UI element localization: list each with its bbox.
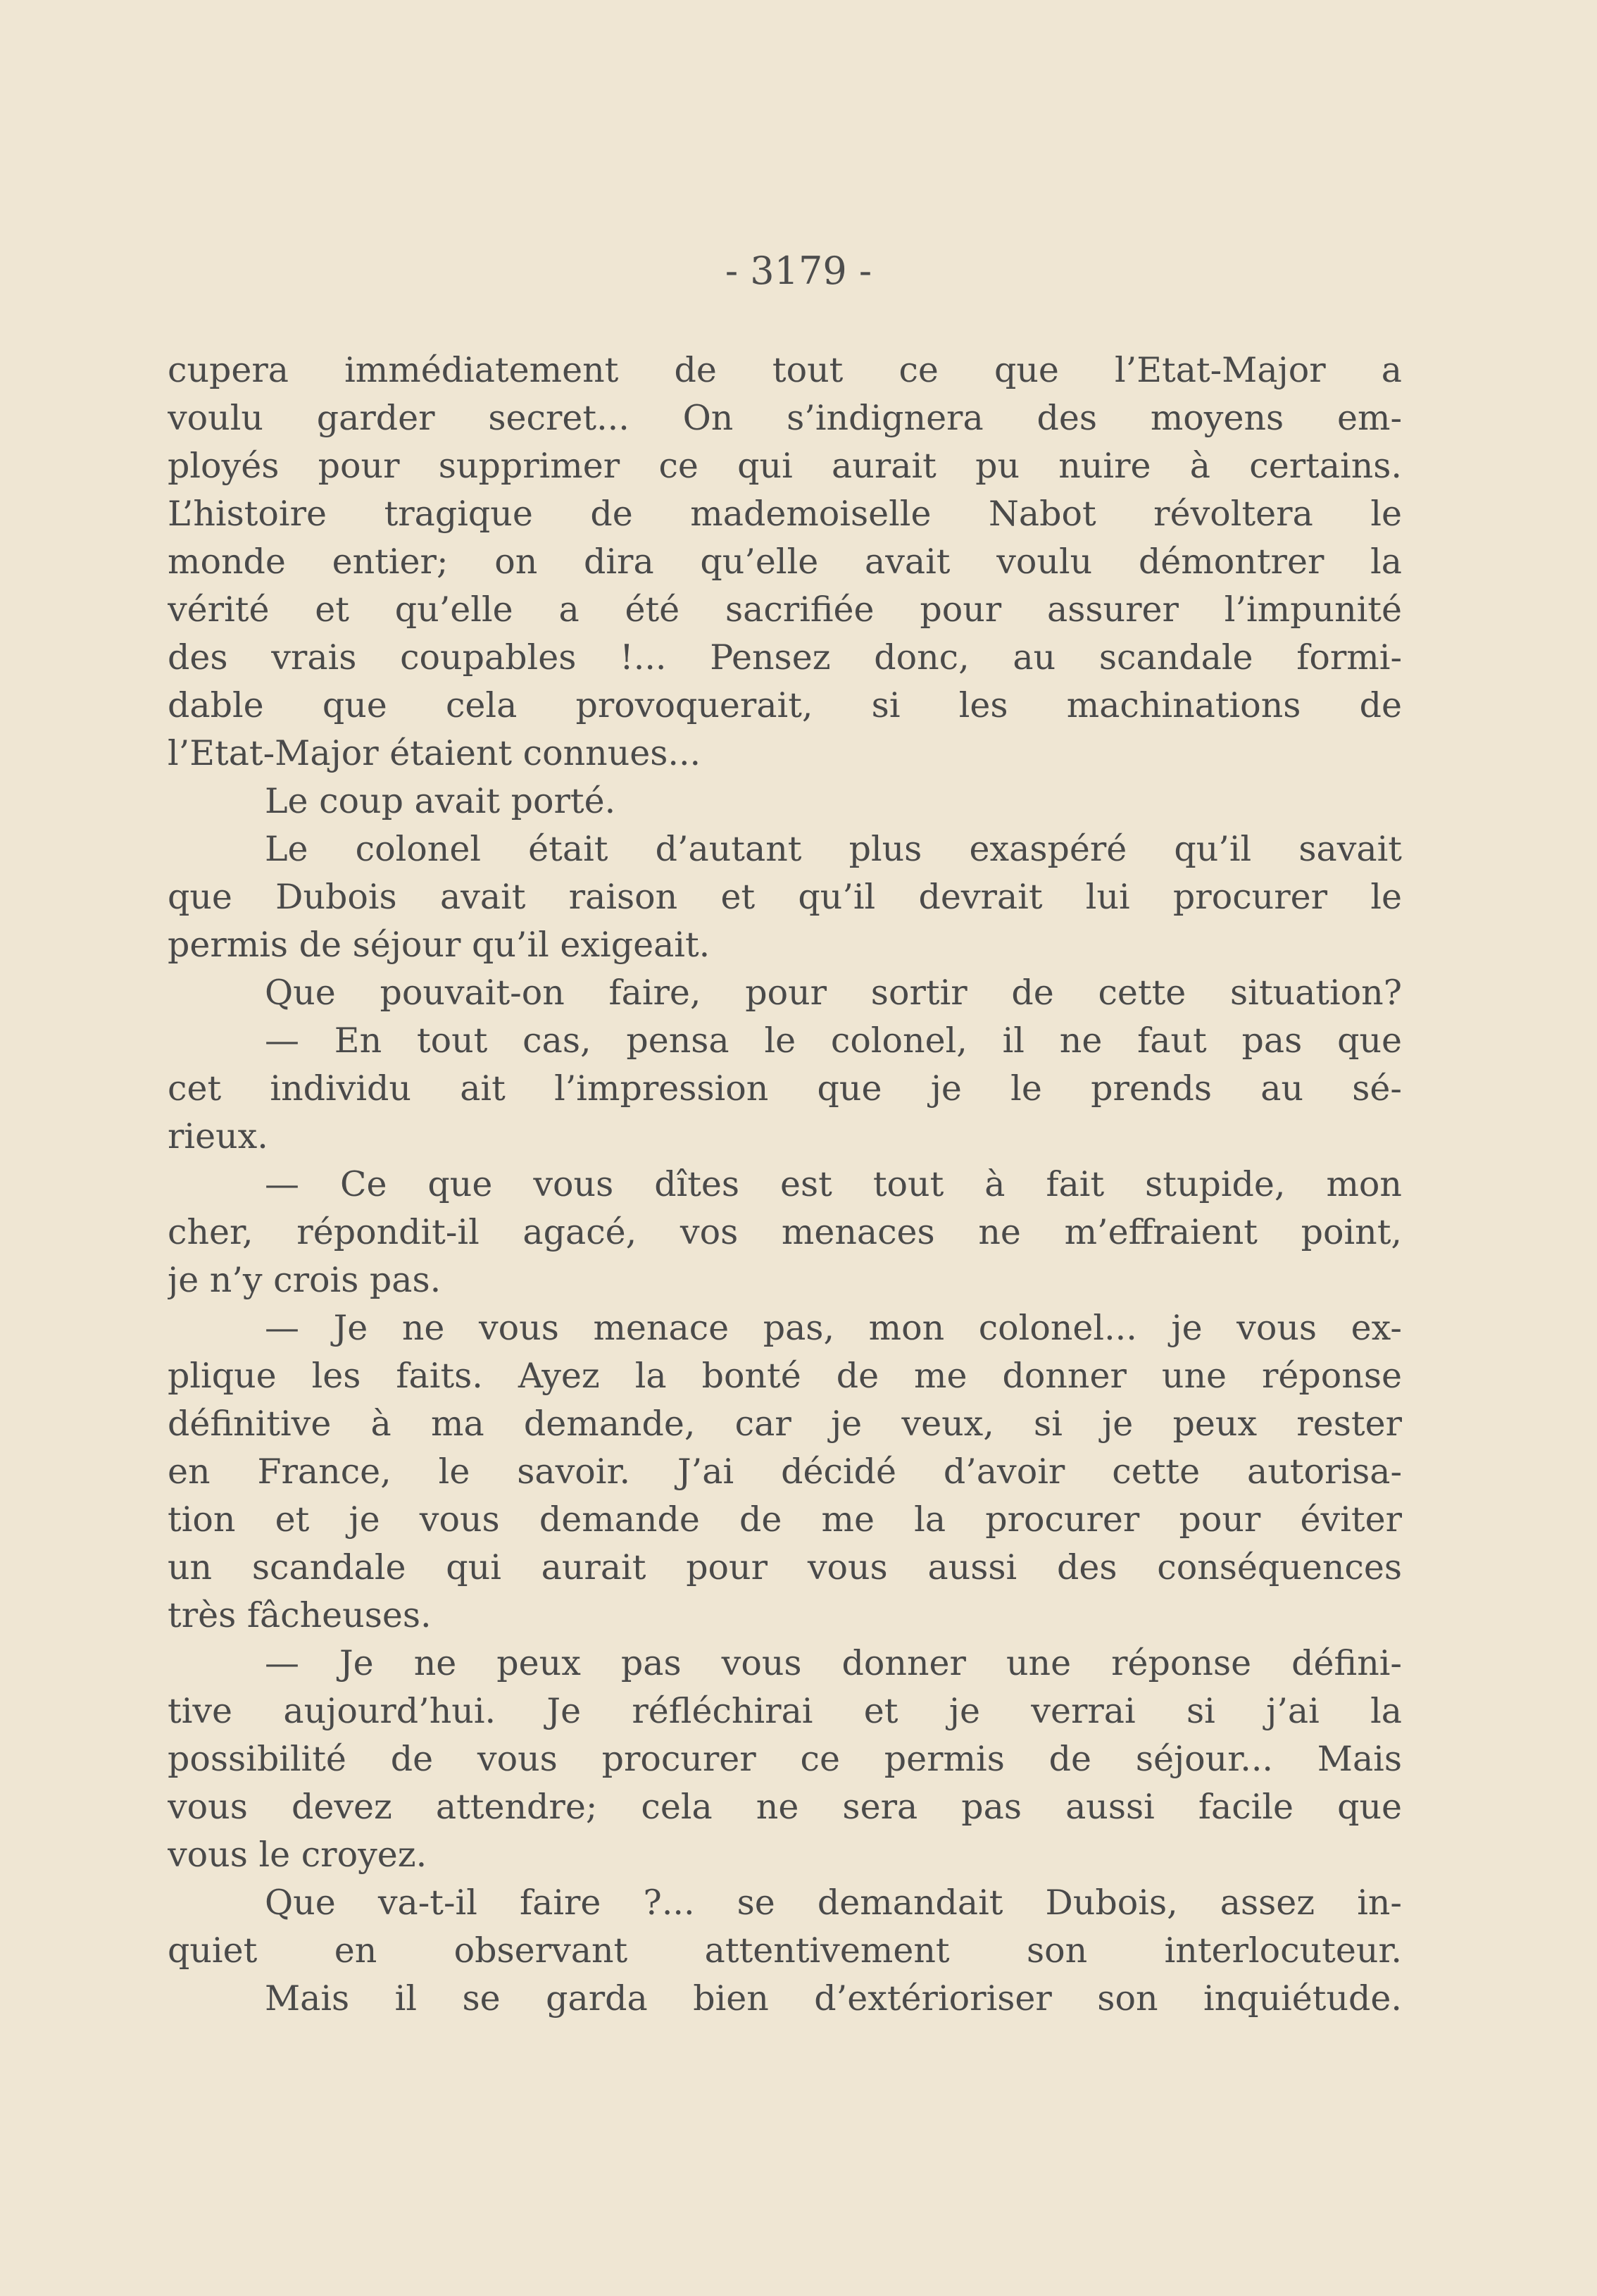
text-line: l’Etat-Major étaient connues... — [168, 733, 701, 773]
text-line: que Dubois avait raison et qu’il devrait lui procurer le — [168, 877, 1402, 917]
text-line: très fâcheuses. — [168, 1595, 432, 1635]
body-text — [168, 347, 1402, 2023]
text-line: quiet en observant attentivement son interlocuteur. — [168, 1930, 1402, 1971]
text-line: tive aujourd’hui. Je réfléchirai et je verrai si j’ai la — [168, 1691, 1402, 1731]
text-line: rieux. — [168, 1116, 268, 1156]
text-line: Le colonel était d’autant plus exaspéré qu’il savait — [265, 829, 1402, 869]
text-line: des vrais coupables !... Pensez donc, au scandale formi- — [168, 637, 1402, 678]
text-line: tion et je vous demande de me la procurer pour éviter — [168, 1499, 1402, 1540]
page-number: - 3179 - — [725, 249, 872, 293]
text-line: un scandale qui aurait pour vous aussi des conséquences — [168, 1547, 1402, 1587]
text-line: permis de séjour qu’il exigeait. — [168, 925, 710, 965]
text-line: — Je ne vous menace pas, mon colonel... je vous ex- — [265, 1308, 1402, 1348]
text-line: en France, le savoir. J’ai décidé d’avoir cette autorisa- — [168, 1452, 1402, 1492]
text-line: — Je ne peux pas vous donner une réponse défini- — [265, 1643, 1402, 1683]
text-line: — En tout cas, pensa le colonel, il ne faut pas que — [265, 1021, 1402, 1061]
text-line: cher, répondit-il agacé, vos menaces ne m’effraient point, — [168, 1212, 1402, 1252]
text-line: — Ce que vous dîtes est tout à fait stupide, mon — [265, 1164, 1402, 1204]
text-line: Que pouvait-on faire, pour sortir de cette situation? — [265, 973, 1402, 1013]
text-line: cupera immédiatement de tout ce que l’Etat-Major a — [168, 350, 1402, 390]
text-line: monde entier; on dira qu’elle avait voulu démontrer la — [168, 542, 1402, 582]
text-line: L’histoire tragique de mademoiselle Nabot révoltera le — [168, 494, 1402, 534]
text-line: vous devez attendre; cela ne sera pas aussi facile que — [168, 1787, 1402, 1827]
text-line: plique les faits. Ayez la bonté de me donner une réponse — [168, 1356, 1402, 1396]
text-line: Le coup avait porté. — [265, 781, 616, 821]
text-line: dable que cela provoquerait, si les machinations de — [168, 685, 1402, 725]
text-line: vous le croyez. — [168, 1835, 427, 1875]
text-line: définitive à ma demande, car je veux, si je peux rester — [168, 1404, 1402, 1444]
text-line: ployés pour supprimer ce qui aurait pu nuire à certains. — [168, 446, 1402, 486]
text-line: possibilité de vous procurer ce permis de séjour... Mais — [168, 1739, 1402, 1779]
text-line: vérité et qu’elle a été sacrifiée pour assurer l’impunité — [168, 589, 1402, 630]
text-line: voulu garder secret... On s’indignera des moyens em- — [168, 398, 1402, 438]
text-line: Mais il se garda bien d’extérioriser son inquiétude. — [265, 1978, 1402, 2019]
text-line: cet individu ait l’impression que je le prends au sé- — [168, 1068, 1402, 1109]
text-line: Que va-t-il faire ?... se demandait Dubois, assez in- — [265, 1883, 1402, 1923]
text-line: je n’y crois pas. — [168, 1260, 441, 1300]
